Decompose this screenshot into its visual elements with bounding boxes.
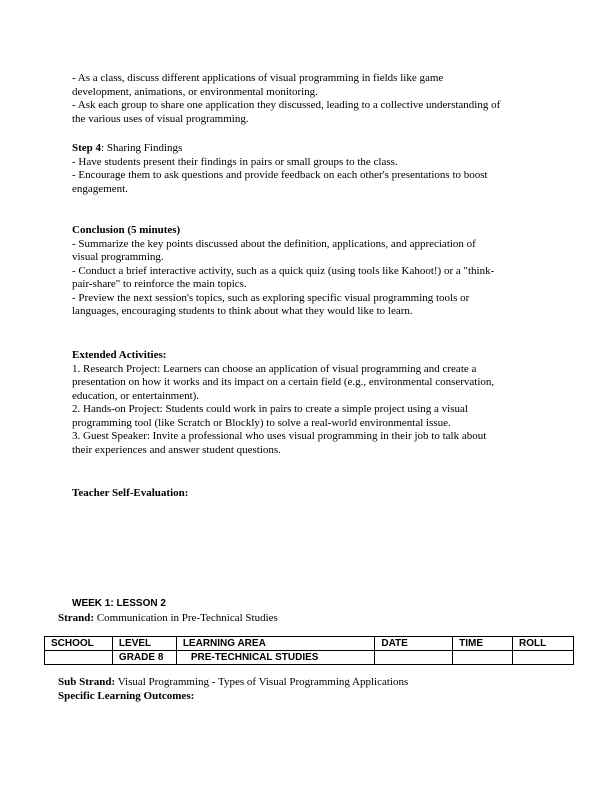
header-cell-learning-area: LEARNING AREA — [176, 637, 375, 651]
week-lesson-label: WEEK 1: LESSON 2 — [72, 598, 166, 609]
sub-strand-section — [58, 675, 408, 703]
extended-line: their experiences and answer student questions. — [72, 443, 281, 456]
table-row — [45, 651, 574, 665]
self-evaluation-heading — [72, 487, 546, 501]
table-header-row — [45, 637, 574, 651]
extended-line: 3. Guest Speaker: Invite a professional who uses visual programming in their job to talk about — [72, 430, 487, 442]
step4-section — [72, 142, 546, 196]
extended-line: presentation on how it works and its impact on a certain field (e.g., environmental conservation, — [72, 376, 495, 388]
conclusion-line: visual programming. — [72, 251, 164, 263]
self-evaluation-section — [72, 487, 546, 501]
strand-line — [58, 612, 278, 624]
self-evaluation-text: Teacher Self-Evaluation: — [72, 487, 189, 499]
conclusion-line: pair-share" to reinforce the main topics. — [72, 278, 247, 290]
header-cell-date: DATE — [375, 637, 453, 651]
extended-heading-text: Extended Activities: — [72, 349, 167, 361]
intro-line: the various uses of visual programming. — [72, 112, 249, 125]
step4-line: engagement. — [72, 182, 128, 195]
intro-line: development, animations, or environmental monitoring. — [72, 85, 318, 98]
intro-line: - Ask each group to share one application they discussed, leading to a collective understanding of — [72, 99, 501, 111]
step4-line: - Encourage them to ask questions and provide feedback on each other's presentations to boost — [72, 169, 488, 181]
cell-date — [375, 651, 453, 665]
extended-line: programming tool (like Scratch or Blockly) to solve a real-world environmental issue. — [72, 416, 451, 429]
strand-value: Communication in Pre-Technical Studies — [94, 612, 278, 624]
conclusion-line: - Conduct a brief interactive activity, such as a quick quiz (using tools like Kahoot!) or a "think- — [72, 264, 495, 277]
header-cell-level: LEVEL — [112, 637, 176, 651]
header-cell-school: SCHOOL — [45, 637, 113, 651]
header-cell-time: TIME — [453, 637, 513, 651]
outcomes-label: Specific Learning Outcomes: — [58, 690, 195, 702]
outcomes-heading — [58, 689, 408, 703]
extended-heading — [72, 349, 546, 363]
conclusion-heading — [72, 224, 546, 238]
conclusion-line: languages, encouraging students to think about what they would like to learn. — [72, 305, 413, 317]
extended-section — [72, 349, 546, 457]
cell-time — [453, 651, 513, 665]
cell-roll — [513, 651, 574, 665]
sub-strand-line — [58, 675, 408, 689]
step4-label: Step 4 — [72, 142, 102, 154]
sub-strand-label: Sub Strand: — [58, 676, 116, 688]
lesson-info-table — [44, 636, 574, 665]
conclusion-heading-text: Conclusion (5 minutes) — [72, 224, 181, 236]
strand-label: Strand: — [58, 612, 95, 624]
step4-title: : Sharing Findings — [101, 142, 183, 154]
cell-level: GRADE 8 — [112, 651, 176, 665]
sub-strand-value: Visual Programming - Types of Visual Programming Applications — [115, 676, 409, 688]
conclusion-line: - Summarize the key points discussed about the definition, applications, and appreciation of — [72, 237, 476, 250]
header-cell-roll: ROLL — [513, 637, 574, 651]
extended-line: 1. Research Project: Learners can choose an application of visual programming and create a — [72, 362, 477, 375]
intro-paragraph — [72, 72, 546, 126]
step4-line: - Have students present their findings in pairs or small groups to the class. — [72, 155, 398, 168]
cell-school — [45, 651, 113, 665]
conclusion-section — [72, 224, 546, 319]
extended-line: education, or entertainment). — [72, 389, 200, 402]
cell-learning-area: PRE-TECHNICAL STUDIES — [176, 651, 375, 665]
intro-line: - As a class, discuss different applications of visual programming in fields like game — [72, 72, 444, 84]
step4-heading — [72, 142, 546, 156]
extended-line: 2. Hands-on Project: Students could work in pairs to create a simple project using a visual — [72, 403, 468, 415]
conclusion-line: - Preview the next session's topics, such as exploring specific visual programming tools or — [72, 291, 470, 304]
